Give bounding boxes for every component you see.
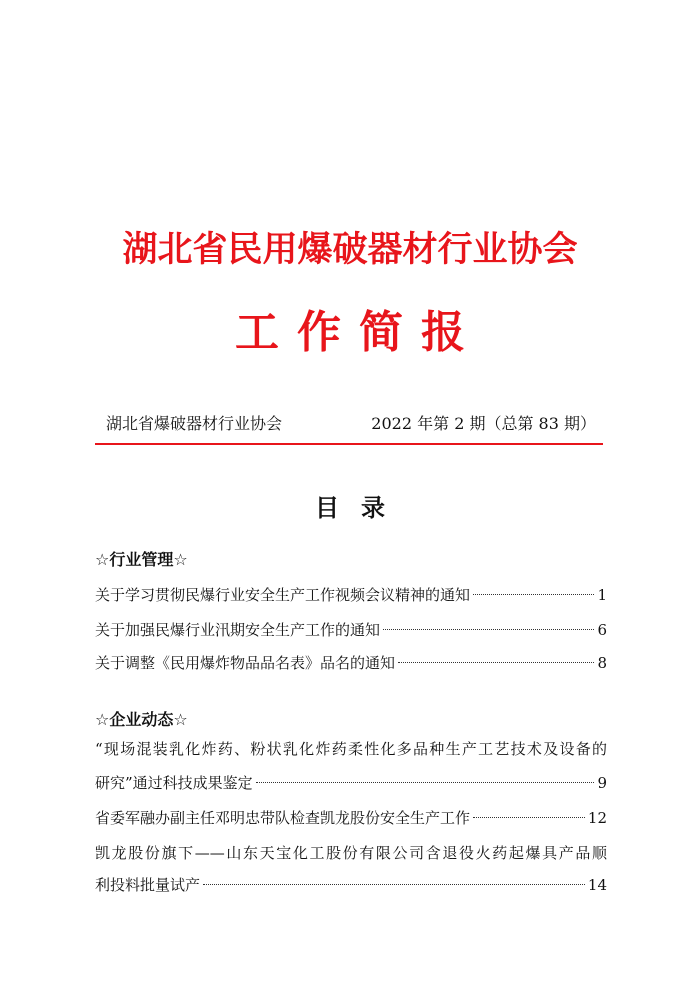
- toc-entry-page: 6: [597, 621, 607, 639]
- issue-line: [106, 412, 606, 436]
- toc-entry-page: 1: [597, 586, 607, 604]
- toc-entry[interactable]: [95, 872, 607, 898]
- toc-leader-dots: [383, 629, 594, 630]
- toc-entry-page: 9: [597, 774, 607, 792]
- toc-entry-title: 关于加强民爆行业汛期安全生产工作的通知: [95, 621, 381, 639]
- publication-title: 工作简报: [235, 307, 483, 358]
- toc-entry[interactable]: [95, 770, 607, 796]
- red-divider: [95, 443, 603, 445]
- toc-leader-dots: [473, 594, 594, 595]
- toc-leader-dots: [256, 782, 595, 783]
- toc-entry-page: 14: [587, 876, 607, 894]
- toc-leader-dots: [473, 817, 585, 818]
- toc-leader-dots: [203, 884, 585, 885]
- toc-entry-title-line2: 利投料批量试产: [95, 876, 201, 894]
- toc-leader-dots: [398, 662, 594, 663]
- toc-title: 目录: [315, 494, 407, 522]
- toc-entry-title: 关于学习贯彻民爆行业安全生产工作视频会议精神的通知: [95, 586, 471, 604]
- section-heading-industry-management: ☆行业管理☆: [95, 550, 188, 569]
- toc-entry[interactable]: [95, 650, 607, 676]
- toc-entry-page: 8: [597, 654, 607, 672]
- toc-entry[interactable]: [95, 805, 607, 831]
- issue-publisher: 湖北省爆破器材行业协会: [106, 414, 283, 433]
- toc-entry-page: 12: [587, 809, 607, 827]
- toc-entry[interactable]: [95, 582, 607, 608]
- organization-title: 湖北省民用爆破器材行业协会: [122, 230, 578, 270]
- toc-entry-title-line2: 研究”通过科技成果鉴定: [95, 774, 253, 792]
- toc-entry-title: 关于调整《民用爆炸物品品名表》品名的通知: [95, 654, 396, 672]
- toc-entry-title-line1[interactable]: 凯龙股份旗下——山东天宝化工股份有限公司含退役火药起爆具产品顺: [95, 844, 607, 862]
- toc-entry-title-line1[interactable]: “现场混装乳化炸药、粉状乳化炸药柔性化多品种生产工艺技术及设备的: [95, 740, 607, 758]
- toc-entry[interactable]: [95, 617, 607, 643]
- toc-entry-title: 省委军融办副主任邓明忠带队检查凯龙股份安全生产工作: [95, 809, 471, 827]
- section-heading-enterprise-news: ☆企业动态☆: [95, 710, 188, 729]
- issue-number: 2022 年第 2 期（总第 83 期）: [371, 414, 596, 433]
